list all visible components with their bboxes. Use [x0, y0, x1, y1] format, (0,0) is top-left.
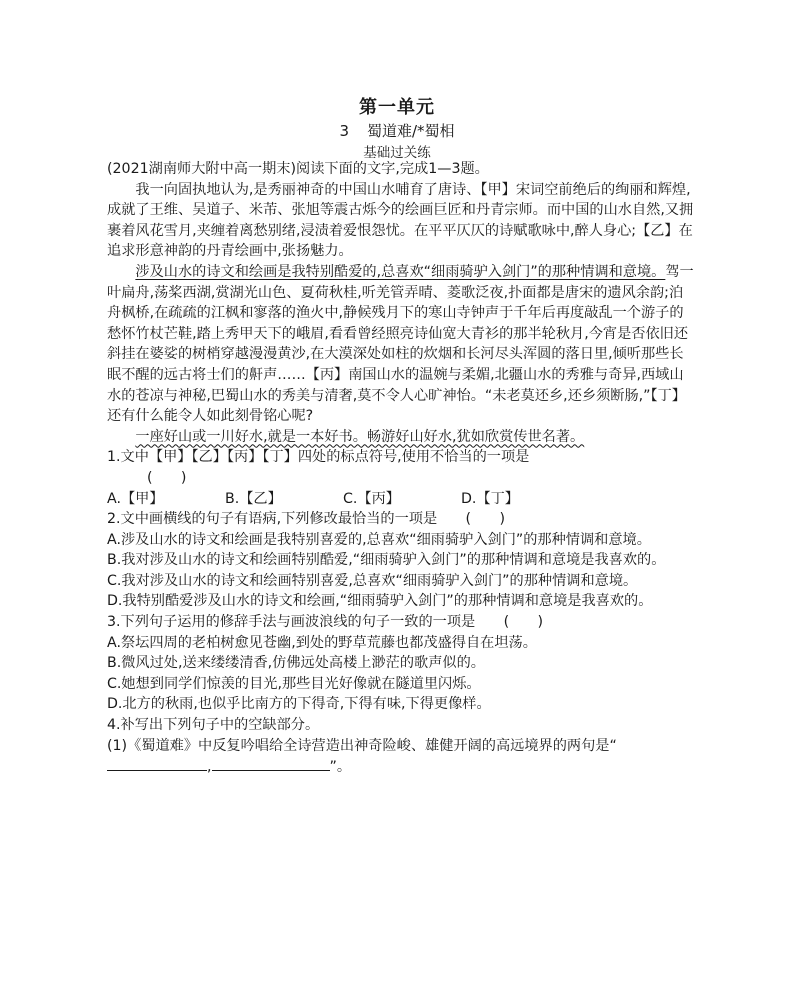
question-3-option-c: C.她想到同学们惊羡的目光,那些目光好像就在隧道里闪烁。 [107, 675, 481, 692]
question-4-item-1 [107, 736, 695, 778]
passage-paragraph-1: 我一向固执地认为,是秀丽神奇的中国山水哺育了唐诗、【甲】宋词空前绝后的绚丽和辉煌,成就了王维、吴道子、米芾、张旭等震古烁今的绘画巨匠和丹青宗师。而中国的山水自然,又拥裹着风花雪月,夹缠着离愁别绪,浸渍着爱恨怨忧。在平平仄仄的诗赋歌咏中,醉人身心;【乙】在追求形意神韵的丹青绘画中,张扬魅力。 [107, 181, 694, 260]
question-1-answer-paren: ( ) [147, 469, 187, 486]
question-2-stem: 2.文中画横线的句子有语病,下列修改最恰当的一项是 ( ) [107, 511, 505, 528]
passage-source: (2021湖南师大附中高一期末)阅读下面的文字,完成1—3题。 [107, 161, 489, 177]
underlined-sentence: 涉及山水的诗文和绘画是我特别酷爱的,总喜欢“细雨骑驴入剑门”的那种情调和意境。 [135, 263, 666, 280]
question-1-option-a: A.【甲】 [107, 490, 164, 507]
question-3-stem: 3.下列句子运用的修辞手法与画波浪线的句子一致的一项是 ( ) [107, 614, 544, 631]
question-2-option-a: A.涉及山水的诗文和绘画是我特别喜爱的,总喜欢“细雨骑驴入剑门”的那种情调和意境。 [107, 531, 651, 548]
question-3-option-d: D.北方的秋雨,也似乎比南方的下得奇,下得有味,下得更像样。 [107, 696, 491, 713]
document-body [107, 159, 695, 778]
question-2-option-d: D.我特别酷爱涉及山水的诗文和绘画,“细雨骑驴入剑门”的那种情调和意境是我喜欢的。 [107, 593, 653, 610]
question-3-option-a: A.祭坛四周的老柏树愈见苍幽,到处的野草荒藤也都茂盛得自在坦荡。 [107, 634, 537, 651]
paragraph-2-rest: 驾一叶扁舟,荡桨西湖,赏湖光山色、夏荷秋桂,听羌管弄晴、菱歌泛夜,扑面都是唐宋的遗风余韵;泊舟枫桥,在疏疏的江枫和寥落的渔火中,静候残月下的寒山寺钟声于千年后再度敲乱一个游子的愁怀竹杖芒鞋,踏上秀甲天下的峨眉,看看曾经照亮诗仙宽大青衫的那半轮秋月,今宵是否依旧还斜挂在婆娑的树梢穿越漫漫黄沙,在大漠深处如柱的炊烟和长河尽头浑圆的落日里,倾听那些长眠不醒的远古将士们的鼾声……【丙】南国山水的温婉与柔媚,北疆山水的秀雅与奇异,西域山水的苍凉与神秘,巴蜀山水的秀美与清奢,莫不令人心旷神怡。“未老莫还乡,还乡须断肠,”【丁】还有什么能令人如此刻骨铭心呢? [107, 263, 694, 425]
question-2-option-c: C.我对涉及山水的诗文和绘画特别喜爱,总喜欢“细雨骑驴入剑门”的那种情调和意境。 [107, 572, 638, 589]
question-1-options [107, 489, 695, 510]
lesson-title-line [0, 120, 794, 141]
blank-separator: , [207, 759, 212, 776]
passage-paragraph-3 [107, 427, 695, 448]
question-1-option-c: C.【丙】 [343, 490, 400, 507]
passage-paragraph-2 [107, 262, 695, 427]
question-2-option-b: B.我对涉及山水的诗文和绘画特别酷爱,“细雨骑驴入剑门”的那种情调和意境是我喜欢的。 [107, 552, 666, 569]
question-1-stem: 1.文中【甲】【乙】【丙】【丁】四处的标点符号,使用不恰当的一项是 [107, 449, 530, 466]
lesson-number: 3 [339, 122, 349, 140]
lesson-title: 蜀道难/*蜀相 [366, 122, 455, 140]
section-title: 基础过关练 [363, 145, 431, 161]
unit-title: 第一单元 [359, 97, 435, 118]
question-4-stem: 4.补写出下列句子中的空缺部分。 [107, 717, 320, 734]
question-1-option-b: B.【乙】 [225, 490, 282, 507]
answer-blank-1[interactable] [107, 756, 207, 771]
question-3-option-b: B.微风过处,送来缕缕清香,仿佛远处高楼上渺茫的歌声似的。 [107, 655, 485, 672]
question-1-option-d: D.【丁】 [461, 490, 519, 507]
blank-closing: ”。 [329, 759, 352, 776]
question-4-item-1-text: (1)《蜀道难》中反复吟唱给全诗营造出神奇险峻、雄健开阔的高远境界的两句是“ [107, 737, 617, 754]
wavy-underlined-sentence: 一座好山或一川好水,就是一本好书。畅游好山好水,犹如欣赏传世名著。 [135, 428, 585, 445]
answer-blank-2[interactable] [212, 756, 330, 771]
